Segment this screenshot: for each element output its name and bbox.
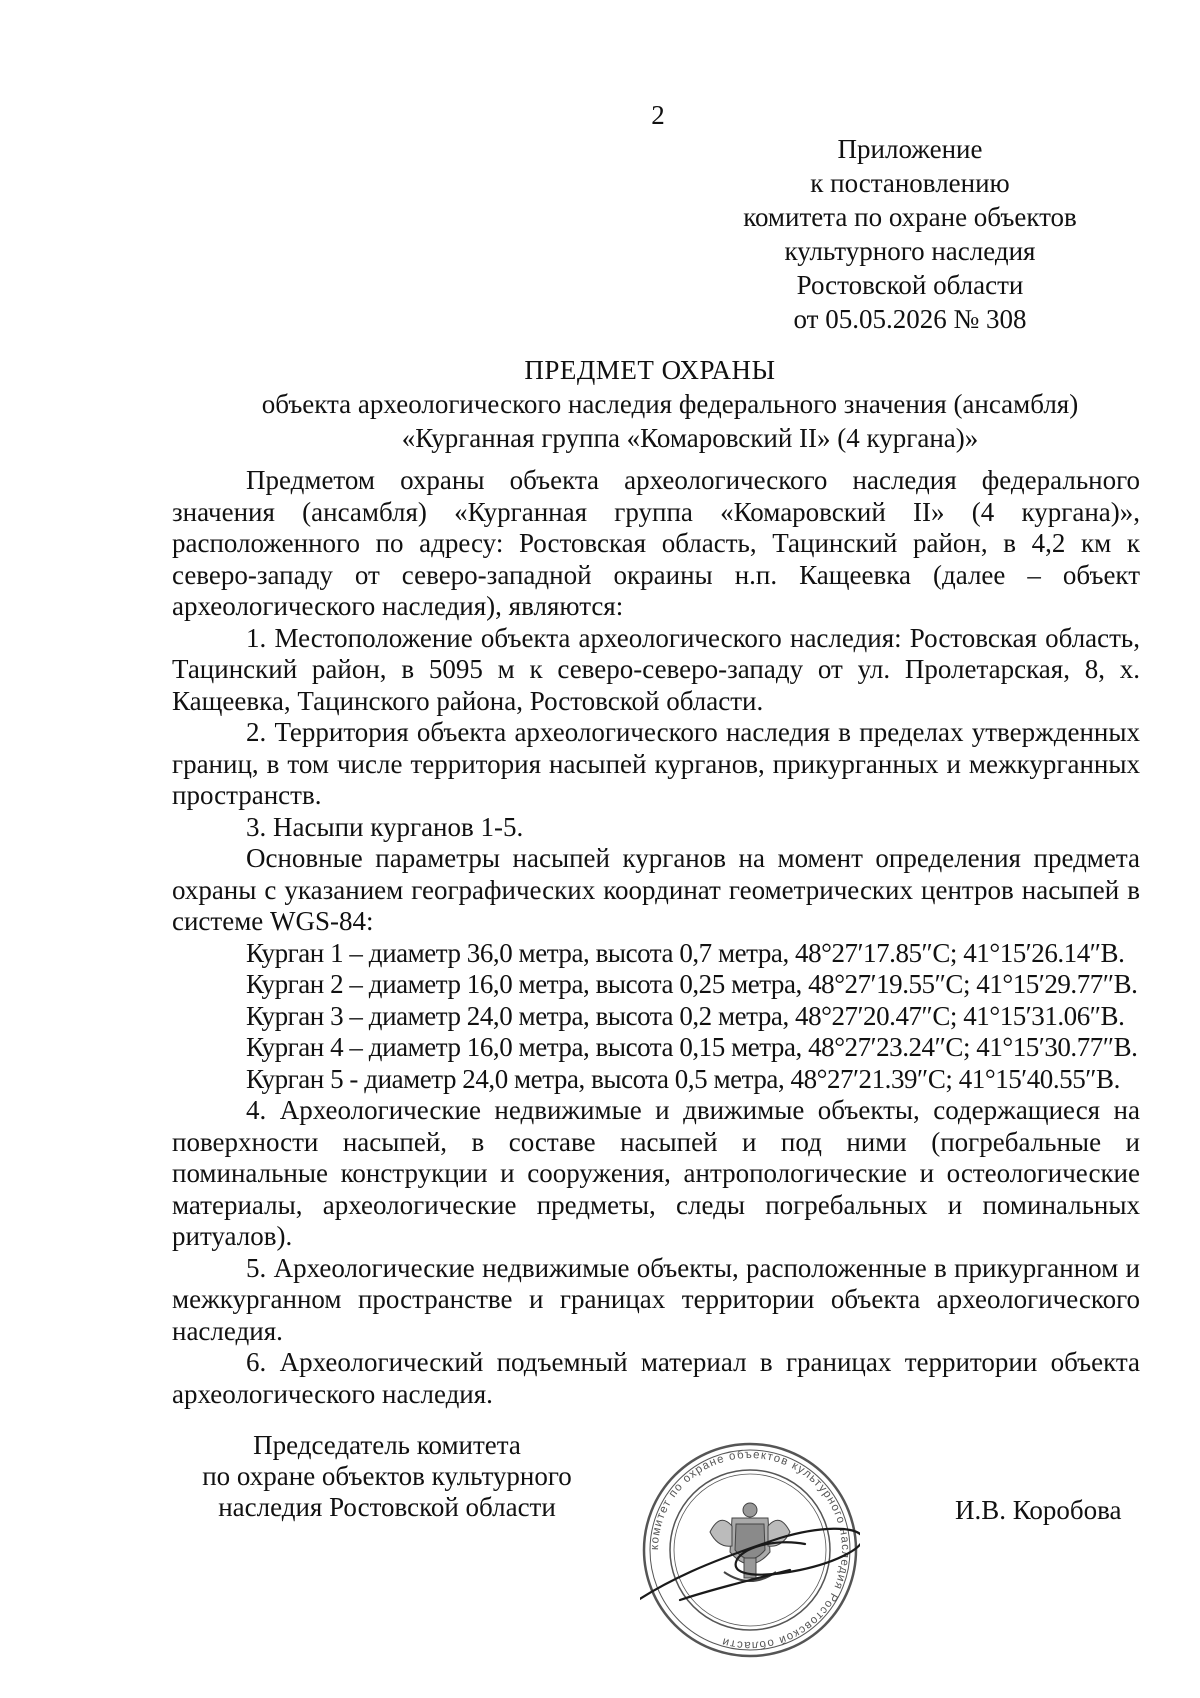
appendix-line: Ростовской области: [796, 270, 1024, 300]
mound-row: Курган 3 – диаметр 24,0 метра, высота 0,2 метра, 48°27′20.47″С; 41°15′31.06″В.: [246, 1000, 1125, 1031]
intro-paragraph: Предметом охраны объекта археологического наследия федерального значения (ансамбля) «Курганная группа «Комаровский II» (4 кургана)», расположенного по адресу: Ростовская область, Тацинский район, в 4,2 км к северо-западу от северо-западной окраины н.п. Кащеевка (далее – объект археологического наследия), являются:: [172, 465, 1140, 621]
mound-row: Курган 2 – диаметр 16,0 метра, высота 0,25 метра, 48°27′19.55″С; 41°15′29.77″В.: [246, 969, 1138, 999]
appendix-date-number: от 05.05.2026 № 308: [793, 304, 1027, 334]
item-location: 1. Местоположение объекта археологического наследия: Ростовская область, Тацинский район, в 5095 м к северо-северо-западу от ул. Пролетарская, 8, х. Кащеевка, Тацинского района, Ростовской области.: [172, 622, 1140, 716]
mound-row: Курган 1 – диаметр 36,0 метра, высота 0,7 метра, 48°27′17.85″С; 41°15′26.14″В.: [246, 937, 1125, 968]
mound-parameters-intro: Основные параметры насыпей курганов на момент определения предмета охраны с указанием географических координат геометрических центров насыпей в системе WGS-84:: [172, 843, 1140, 936]
signatory-title-line: по охране объектов культурного: [202, 1461, 572, 1491]
signatory-title-line: Председатель комитета: [253, 1430, 521, 1460]
signatory-title-line: наследия Ростовской области: [218, 1492, 556, 1522]
item-territory: 2. Территория объекта археологического наследия в пределах утвержденных границ, в том числе территория насыпей курганов, прикурганных и межкурганных пространств.: [172, 717, 1140, 810]
appendix-line: культурного наследия: [784, 236, 1036, 266]
item-surface-material: 6. Археологический подъемный материал в границах территории объекта археологического наследия.: [172, 1347, 1140, 1409]
document-title: [150, 353, 1150, 455]
mound-row: Курган 5 - диаметр 24,0 метра, высота 0,5 метра, 48°27′21.39″С; 41°15′40.55″В.: [246, 1063, 1120, 1094]
official-seal: [640, 1440, 860, 1660]
appendix-header: [710, 132, 1110, 336]
appendix-line: Приложение: [837, 134, 983, 164]
title-main: ПРЕДМЕТ ОХРАНЫ: [524, 355, 776, 385]
page-number: 2: [651, 100, 665, 130]
item-immovable-objects: 5. Археологические недвижимые объекты, расположенные в прикурганном и межкурганном пространстве и границах территории объекта археологического наследия.: [172, 1252, 1140, 1346]
signatory-name: И.В. Коробова: [955, 1495, 1122, 1525]
item-archaeological-objects: 4. Археологические недвижимые и движимые объекты, содержащиеся на поверхности насыпей, в составе насыпей и под ними (погребальные и поминальные конструкции и сооружения, антропологические и остеологические материалы, археологические предметы, следы погребальных и поминальных ритуалов).: [172, 1095, 1140, 1251]
document-body: [172, 465, 1140, 1410]
mound-row: Курган 4 – диаметр 16,0 метра, высота 0,15 метра, 48°27′23.24″С; 41°15′30.77″В.: [246, 1032, 1138, 1062]
seal-ring-text: комитет по охране объектов культурного наследия Ростовской области: [648, 1448, 852, 1652]
appendix-line: к постановлению: [810, 168, 1010, 198]
appendix-line: комитета по охране объектов: [743, 202, 1077, 232]
title-object-line: объекта археологического наследия федерального значения (ансамбля): [261, 389, 1079, 419]
signatory-position: [172, 1430, 602, 1523]
item-mounds: 3. Насыпи курганов 1-5.: [246, 811, 524, 842]
title-object-name: «Курганная группа «Комаровский II» (4 кургана)»: [401, 423, 979, 453]
